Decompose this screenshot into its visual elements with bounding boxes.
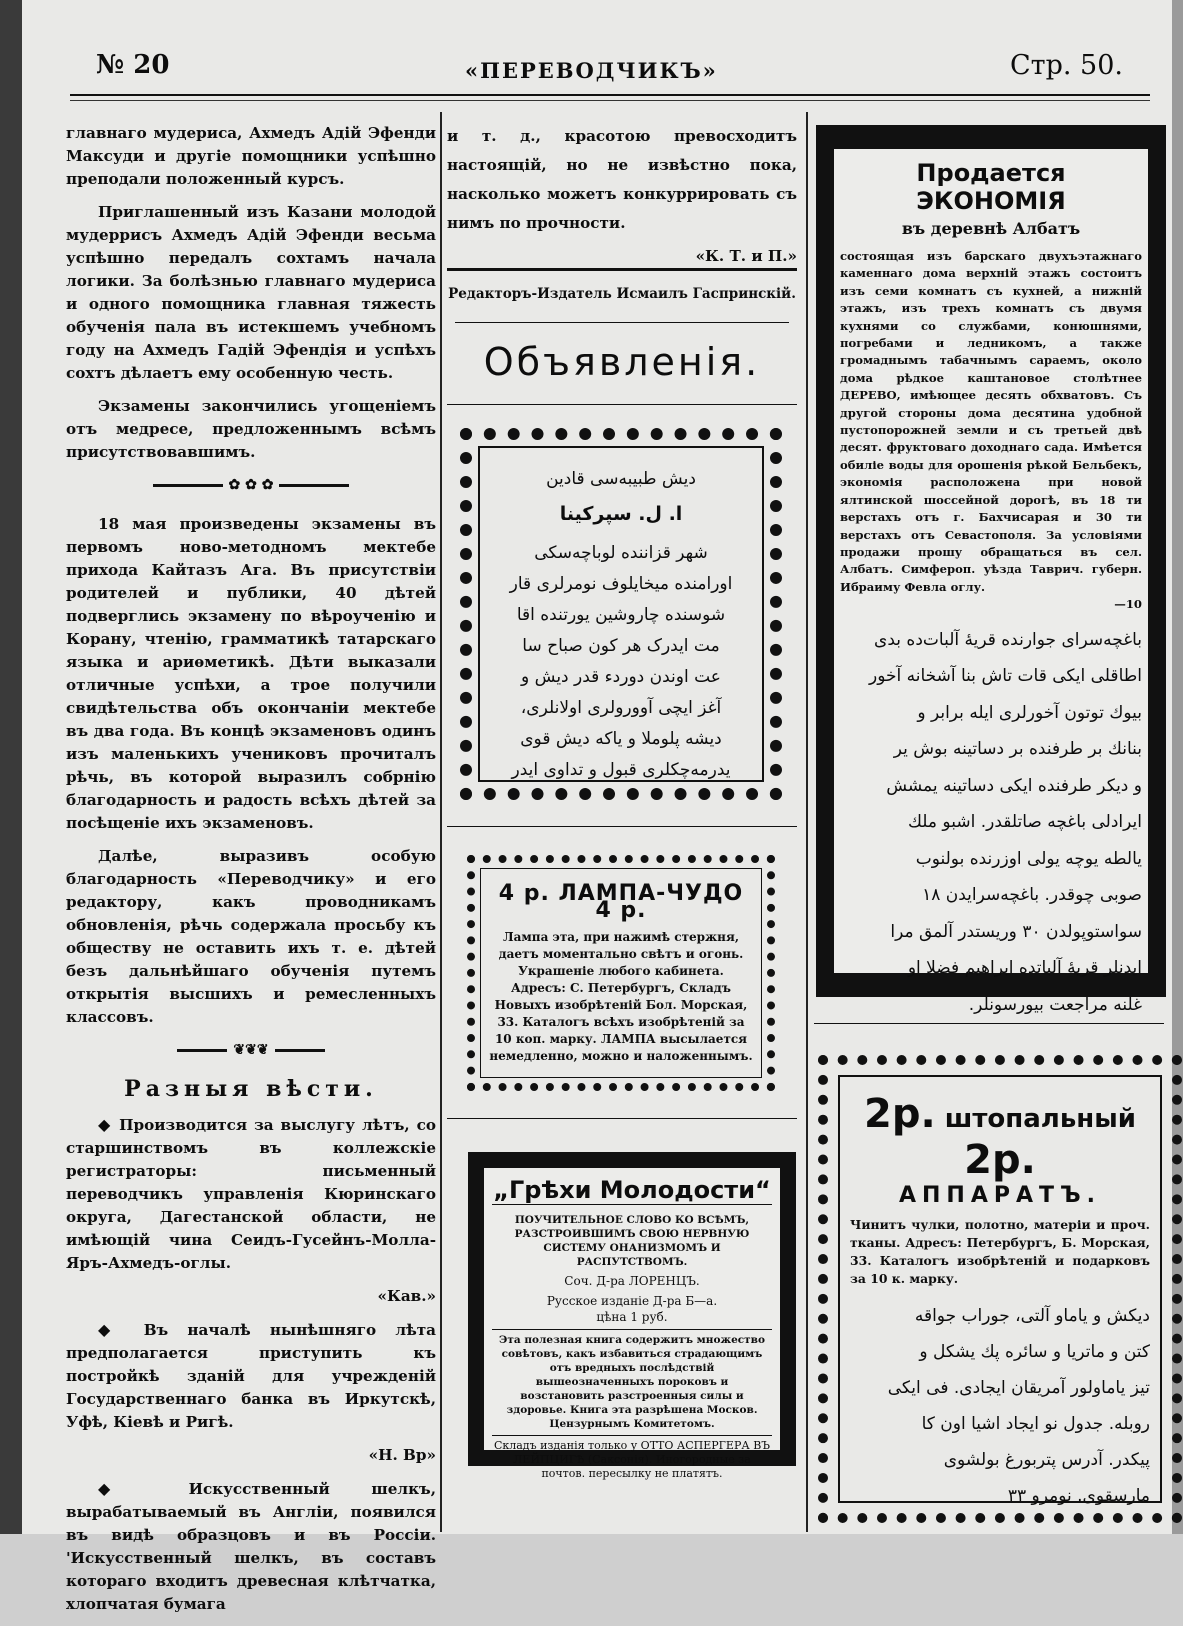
ad-darning-apparatus (818, 1055, 1182, 1523)
news-source-2: «Н. Вр» (368, 1446, 436, 1464)
ad-lamp (467, 855, 775, 1091)
ad-estate (816, 125, 1166, 1015)
rule-above-editor (447, 268, 797, 271)
rule-below-ads-title (447, 404, 797, 405)
ads-section-title: Объявленія. (483, 340, 761, 384)
ad-dentist-title: دیش طبیبه‌سی قادین (546, 469, 696, 489)
ad-dentist-line: شوسنده چاروشین یورتنده اقا (516, 605, 726, 625)
rule-between-ads (447, 826, 797, 827)
ad-estate-tatar-text: باغچه‌سرای جوارنده قریهٔ آلبات‌ده بدی اطاقلی ایکی قات تاش بنا آشخانه آخور بیوك توتون آخورلری ایله برابر و بنانك بر طرفنده بر دساتینه بوش یر و دیکر طرفنده ایکی دساتینه یمشش ایرادلی باغچه صاتلقدر. اشبو ملك یالطه یوچه یولی اوزرنده بولنوب صوبی چوقدر. باغچه‌سرایدن ۱۸ سواستوپولدن ۳۰ وریستدر آلمق مرا ایدنلر قریهٔ آلباتده ابراهیم فضلا او غلنه مراجعت بیورسونلر. (869, 629, 1142, 1015)
ad-book-edition: Русское изданіе Д-ра Б—а. (546, 1294, 718, 1308)
ad-estate-subtitle: въ деревнѣ Албатъ (901, 219, 1081, 238)
rule-col3 (814, 1023, 1164, 1024)
ad-dentist-line: یدرمه‌چکلری قبول و تداوی ایدر (511, 760, 731, 780)
ad-lamp-title: 4 р. ЛАМПА-ЧУДО 4 р. (498, 881, 744, 923)
ad-dentist-line: شهر قزاننده لوباچه‌سکی (534, 543, 708, 563)
paragraph-4: 18 мая произведены экзамены въ первомъ ново-методномъ мектебе прихода Кайтазъ Ага. Въ присутствіи родителей и публики, 40 дѣтей подверглись экзамену по вѣроученію и Корану, чтенію, грамматикѣ татарскаго языка и ариѳметикѣ. Дѣти выказали отличные успѣхи, а трое получили свидѣтельства объ окончаніи мектебе въ два года. Въ концѣ экзаменовъ одинъ изъ маленькихъ учениковъ прочиталъ рѣчь, въ которой выразилъ собрнію благодарность и радость всѣхъ дѣтей за посѣщеніе ихъ экзаменовъ. (66, 515, 436, 832)
column-divider-2 (806, 112, 808, 1532)
scan-edge-left (0, 0, 22, 1534)
ad-dentist-line: آغز ایچی آوورولری اولانلری، (520, 698, 722, 718)
flower-ornament-icon: ✿ ✿ ✿ (228, 477, 274, 493)
ad-book-description: Эта полезная книга содержитъ множество совѣтовъ, какъ избавиться страдающимъ отъ вредныхъ послѣдствій вышеозначенныхъ пороковъ и возстановить разстроенныя силы и здоровье. Книга эта разрѣшена Москов. Цензурнымъ Комитетомъ. (492, 1329, 772, 1431)
column-divider-1 (440, 112, 442, 1532)
article-source: «К. Т. и П.» (695, 247, 797, 265)
diamond-bullet-icon: ◆ (98, 1115, 120, 1134)
continued-article: и т. д., красотою превосходитъ настоящій, но не извѣстно пока, насколько можетъ конкуррировать съ нимъ по прочности. (447, 127, 797, 232)
ad-book-subtitle: ПОУЧИТЕЛЬНОЕ СЛОВО КО ВСѢМЪ, РАЗСТРОИВШИМЪ СВОЮ НЕРВНУЮ СИСТЕМУ ОНАНИЗМОМЪ И РАСПУТСТВОМЪ. (514, 1214, 750, 1268)
column-middle-text (447, 122, 797, 271)
ad-book-title: „Грѣхи Молодости“ (493, 1176, 771, 1204)
ad-dentist-line: مت ایدرک هر کون صباح سا (522, 636, 720, 656)
rule-below-editor (455, 322, 789, 323)
ad-book (468, 1152, 796, 1480)
header-rule-thin (70, 100, 1150, 101)
page-number: Стр. 50. (1010, 50, 1123, 81)
ad-book-author: Соч. Д-ра ЛОРЕНЦЪ. (564, 1274, 700, 1288)
news-item-2: ◆ Въ началѣ нынѣшняго лѣта предполагается приступить къ постройкѣ зданій для учрежденій Государственнаго банка въ Иркутскѣ, Уфѣ, Кіевѣ и Ригѣ. (66, 1320, 436, 1431)
editor-publisher: Редакторъ-Издатель Исмаилъ Гаспринскій. (448, 286, 796, 302)
news-source-1: «Кав.» (377, 1287, 436, 1305)
ad-book-price: цѣна 1 руб. (596, 1310, 668, 1324)
diamond-bullet-icon: ◆ (98, 1320, 144, 1339)
ad-estate-title: Продается ЭКОНОМІЯ (916, 159, 1066, 215)
rule-between-ads-2 (447, 1118, 797, 1119)
ad-darning-tatar-text: دیکش و یاماو آلتی، جوراب جواقه کتن و ماتریا و سائره پك یشکل و تیز یاماولور آمریقان ایجادی. فی ایکی روبله. جدول نو ایجاد اشیا اون کا پیکدر. آدرس پتربورغ بولشوی مارسقوی. نومرو ۳۳ (887, 1306, 1150, 1506)
diamond-bullet-icon: ◆ (98, 1479, 189, 1498)
paragraph-5: Далѣе, выразивъ особую благодарность «Переводчику» и его редактору, какъ проводникамъ обновленія, рѣчь содержала просьбу къ обществу не оставить ихъ т. е. дѣтей безъ дальнѣйшаго обученія путемъ открытія высшихъ и ремесленныхъ классовъ. (66, 847, 436, 1026)
ad-darning-heading: 2р. штопальный 2р. (864, 1091, 1136, 1183)
ad-dentist (460, 428, 782, 800)
ad-estate-signature: —10 (1114, 597, 1142, 612)
ad-book-store: Складъ изданія только у ОТТО АСПЕРГЕРА ВЪ ЛЕЙПЦИГѢ (Саксонія). Иногородные за почтов. пересылку не платятъ. (492, 1435, 772, 1481)
ad-estate-text: состоящая изъ барскаго двухъэтажнаго каменнаго дома верхній этажъ состоитъ изъ семи комнатъ съ кухней, а нижній этажъ, изъ трехъ комнатъ съ двумя кухнями со службами, конюшнями, погребами и ледникомъ, а также громаднымъ табачнымъ сараемъ, около дома рѣдкое каштановое столѣтнее ДЕРЕВО, имѣющее десять обхватовъ. Съ другой стороны дома десятина удобной пустопорожней земли и съ третьей двѣ десят. фруктоваго доходнаго сада. Имѣется обиліе воды для орошенія рѣкой Бельбекъ, экономія расположена при новой ялтинской шоссейной дорогѣ, въ 18 ти верстахъ отъ г. Бахчисарая и 30 ти верстахъ отъ Севастополя. За условіями продажи прошу обращаться въ сел. Албатъ. Симфероп. уѣзда Таврич. губерн. Ибраиму Февла оглу. —10 (840, 248, 1142, 614)
ad-darning-apparatus-label: АППАРАТЪ. (898, 1183, 1102, 1208)
ad-dentist-line: دیشه پلوملا و یاکه دیش قوی (520, 729, 722, 749)
news-section-heading: Разныя вѣсти. (124, 1076, 378, 1102)
header-rule (70, 94, 1150, 96)
newspaper-title: «ПЕРЕВОДЧИКЪ» (465, 58, 718, 83)
ad-dentist-name: ا. ل. سپرکینا (559, 503, 683, 525)
issue-number: № 20 (96, 50, 170, 80)
paragraph-1: главнаго мудериса, Ахмедъ Адій Эфенди Максуди и другіе помощники успѣшно преподали положенный курсъ. (66, 124, 436, 188)
ad-lamp-text: Лампа эта, при нажимѣ стержня, даетъ моментально свѣтъ и огонь. Украшеніе любого кабинета. Адресъ: С. Петербургъ, Складъ Новыхъ изобрѣтеній Бол. Морская, 33. Каталогъ всѣхъ изобрѣтеній за 10 коп. марку. ЛАМПА высылается немедленно, можно и наложеннымъ. (489, 930, 753, 1063)
ornament-divider-2 (66, 1039, 436, 1062)
ornament-divider (66, 474, 436, 497)
ad-dentist-line: عت اوندن دوردء قدر دیش و (521, 667, 721, 687)
column-left (66, 122, 436, 1626)
paragraph-3: Экзамены закончились угощеніемъ отъ медресе, предложеннымъ всѣмъ присутствовавшимъ. (66, 397, 436, 461)
paragraph-2: Приглашенный изъ Казани молодой мудеррисъ Ахмедъ Адій Эфенди весьма успѣшно передалъ сохтамъ начала логики. За болѣзнью главнаго мудериса и одного помощника главная тяжесть обученія пала въ истекшемъ учебномъ году на Ахмедъ Гадій Эфендія и успѣхъ сохтъ дѣлаетъ ему особенную честь. (66, 203, 436, 382)
news-item-1: ◆ Производится за выслугу лѣтъ, со старшинствомъ въ коллежскіе регистраторы: письменный переводчикъ управленія Кюринскаго округа, Дагестанской области, не имѣющій чина Сеидъ-Гусейнъ-Молла-Яръ-Ахмедъ-оглы. (66, 1115, 436, 1272)
ad-darning-text: Чинитъ чулки, полотно, матеріи и проч. тканы. Адресъ: Петербургъ, Б. Морская, 33. Каталогъ изобрѣтеній и подарковъ за 10 к. марку. (850, 1217, 1150, 1286)
news-item-3: ◆ Искусственный шелкъ, вырабатываемый въ Англіи, появился въ видѣ образцовъ и въ Россіи. 'Искусственный шелкъ, въ составъ котораго входитъ древесная клѣтчатка, хлопчатая бумага (66, 1479, 436, 1613)
scroll-ornament-icon: ❦❦❦ (233, 1042, 269, 1058)
ad-dentist-line: اورامنده میخایلوف نومرلری قار (509, 574, 733, 594)
